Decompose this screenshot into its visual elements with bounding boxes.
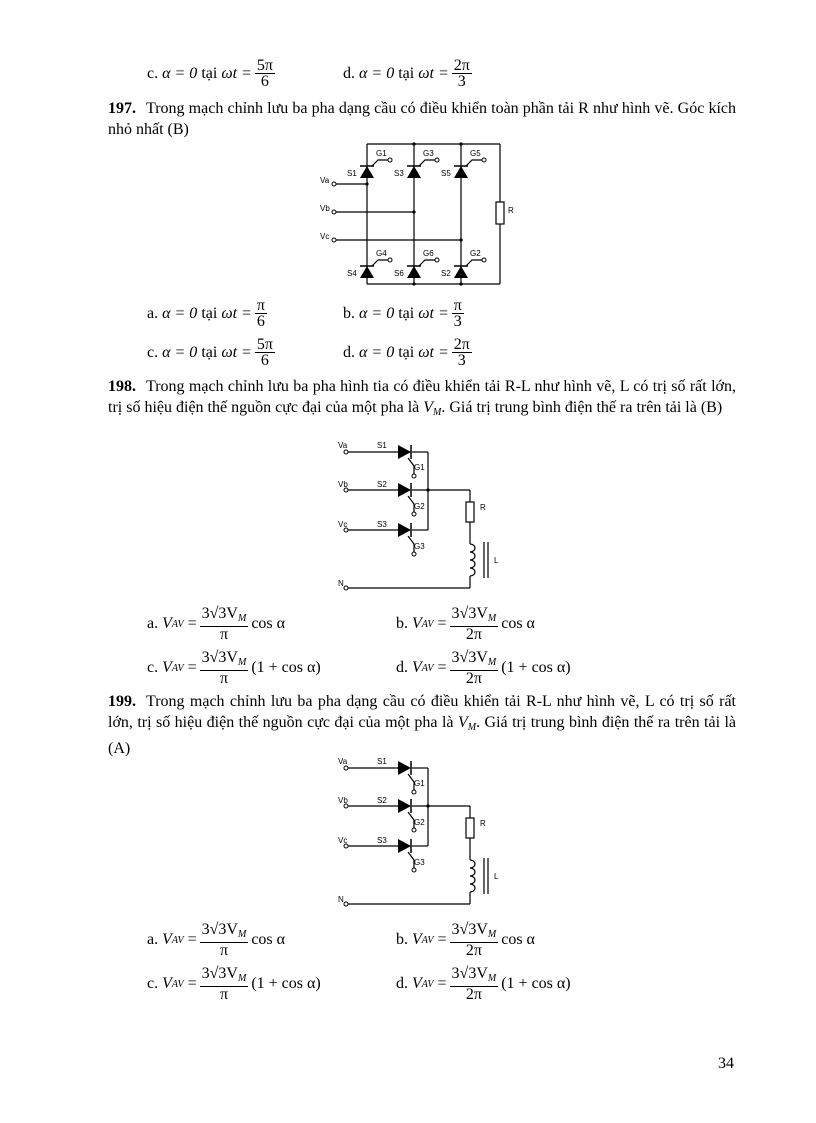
- fraction: [200, 606, 249, 642]
- gate-label-g1: G1: [414, 779, 425, 788]
- gate-label-g1: G1: [414, 463, 425, 472]
- switch-label-s2: S2: [377, 796, 387, 805]
- numerator: [450, 922, 499, 943]
- lhs-sub: AV: [171, 618, 184, 630]
- num-text: 3√3V: [451, 649, 488, 666]
- gate-label-g3: G3: [414, 542, 425, 551]
- word: tại: [398, 64, 415, 82]
- option-label: d.: [396, 975, 408, 992]
- condition: α = 0: [162, 64, 198, 82]
- gate-label-g6: G6: [423, 249, 434, 258]
- option-label: b.: [343, 304, 355, 322]
- num-sub: M: [237, 929, 247, 940]
- num-sub: M: [487, 973, 497, 984]
- condition: α = 0: [359, 343, 395, 361]
- numerator: π: [256, 297, 265, 314]
- gate-label-g5: G5: [470, 149, 481, 158]
- question-198: [108, 376, 736, 423]
- denominator: 3: [457, 352, 466, 369]
- tail: cos α: [251, 931, 286, 948]
- question-text-end: . Giá trị trung bình điện thế ra trên tải là (A): [108, 714, 737, 757]
- denominator: 6: [260, 352, 269, 369]
- lhs: V: [162, 931, 172, 948]
- inductor-label: L: [494, 872, 499, 881]
- num-sub: M: [237, 973, 247, 984]
- lhs-sub: AV: [421, 934, 434, 946]
- bridge-circuit-diagram: [312, 140, 512, 288]
- input-label-n: N: [338, 895, 344, 904]
- input-label-vb: Vb: [320, 204, 330, 213]
- tail: cos α: [501, 931, 535, 948]
- fraction: [200, 922, 249, 958]
- question-text: Trong mạch chỉnh lưu ba pha dạng cầu có điều khiển tải R-L như hình vẽ, L có trị số rất lớn, trị số hiệu điện thế nguồn cực đại của một pha là: [108, 693, 736, 731]
- option-199-c[interactable]: c. V AV = $\frac{3√3V_M}{\pi}$ (1 + cos α): [147, 965, 321, 1003]
- lhs: V: [412, 975, 422, 992]
- word: tại: [398, 343, 415, 361]
- gate-label-g2: G2: [470, 249, 481, 258]
- switch-label-s3: S3: [377, 836, 387, 845]
- vm-symbol: V: [457, 714, 468, 731]
- denominator: 2π: [465, 670, 482, 687]
- denominator: 3: [457, 73, 466, 90]
- option-198-a[interactable]: a. V AV = $\frac{3√3V_M}{\pi}$ cos α: [147, 605, 286, 643]
- vm-subscript: M: [467, 722, 477, 733]
- option-198-b[interactable]: b. V AV = $\frac{3√3V_M}{2\pi}$ cos α: [396, 605, 535, 643]
- condition: α = 0: [359, 304, 395, 322]
- num-text: 3√3V: [201, 605, 238, 622]
- lhs-sub: AV: [171, 662, 184, 674]
- input-label-n: N: [338, 579, 344, 588]
- input-label-vb: Vb: [338, 480, 348, 489]
- switch-label-s2: S2: [441, 269, 451, 278]
- fraction: [200, 966, 249, 1002]
- question-199: [108, 691, 736, 759]
- option-label: c.: [147, 64, 159, 82]
- question-text: Trong mạch chỉnh lưu ba pha hình tia có điều khiển tải R-L như hình vẽ, L có trị số rất lớn, trị số hiệu điện thế nguồn cực đại của một pha là: [108, 378, 736, 416]
- numerator: [200, 966, 249, 987]
- num-text: 3√3V: [201, 965, 238, 982]
- gate-label-g3: G3: [423, 149, 434, 158]
- lhs-sub: AV: [421, 978, 434, 990]
- option-label: d.: [343, 343, 355, 361]
- fraction: [200, 650, 249, 686]
- lhs: V: [412, 659, 422, 676]
- denominator: 2π: [465, 942, 482, 959]
- lhs-sub: AV: [171, 978, 184, 990]
- num-sub: M: [487, 613, 497, 624]
- input-label-vb: Vb: [338, 796, 348, 805]
- gate-label-g3: G3: [414, 858, 425, 867]
- denominator: 2π: [465, 986, 482, 1003]
- variable: ωt =: [418, 304, 449, 322]
- fraction: [450, 922, 499, 958]
- option-197-b[interactable]: [343, 298, 467, 329]
- gate-label-g2: G2: [414, 502, 425, 511]
- resistor-label: R: [480, 819, 486, 828]
- option-label: d.: [343, 64, 355, 82]
- denominator: π: [219, 986, 229, 1003]
- input-label-vc: Vc: [338, 836, 348, 845]
- fraction: [450, 966, 499, 1002]
- option-label: c.: [147, 975, 159, 992]
- option-label: a.: [147, 615, 159, 632]
- numerator: 2π: [453, 336, 470, 353]
- switch-label-s1: S1: [377, 757, 387, 766]
- question-197: [108, 98, 736, 140]
- option-label: d.: [396, 659, 408, 676]
- page-number: 34: [718, 1055, 734, 1072]
- option-label: b.: [396, 931, 408, 948]
- fraction: [450, 606, 499, 642]
- denominator: π: [219, 942, 229, 959]
- question-number: 197.: [108, 100, 136, 117]
- question-number: 198.: [108, 378, 136, 395]
- lhs: V: [162, 615, 172, 632]
- input-label-vc: Vc: [338, 520, 348, 529]
- variable: ωt =: [221, 343, 252, 361]
- fraction: [452, 298, 464, 329]
- switch-label-s4: S4: [347, 269, 357, 278]
- numerator: [450, 606, 499, 627]
- option-d-prev: [343, 58, 475, 89]
- option-label: c.: [147, 659, 159, 676]
- num-sub: M: [237, 657, 247, 668]
- num-text: 3√3V: [201, 649, 238, 666]
- option-label: a.: [147, 931, 159, 948]
- numerator: π: [453, 297, 462, 314]
- word: tại: [201, 343, 218, 361]
- gate-label-g2: G2: [414, 818, 425, 827]
- tail: (1 + cos α): [251, 975, 321, 992]
- option-label: b.: [396, 615, 408, 632]
- lhs: V: [162, 975, 172, 992]
- variable: ωt =: [418, 64, 449, 82]
- fraction: [450, 650, 499, 686]
- lhs: V: [412, 931, 422, 948]
- fraction: [255, 298, 267, 329]
- bridge-rl-circuit-diagram: [330, 752, 510, 912]
- denominator: 6: [260, 73, 269, 90]
- switch-label-s3: S3: [394, 169, 404, 178]
- lhs-sub: AV: [421, 662, 434, 674]
- input-label-va: Va: [320, 176, 330, 185]
- option-197-a[interactable]: [147, 298, 270, 329]
- num-sub: M: [487, 929, 497, 940]
- num-text: 3√3V: [451, 605, 488, 622]
- tail: (1 + cos α): [501, 659, 571, 676]
- option-198-d[interactable]: d. V AV = $\frac{3√3V_M}{2\pi}$ (1 + cos α): [396, 649, 571, 687]
- denominator: 3: [453, 313, 462, 330]
- tail: (1 + cos α): [501, 975, 571, 992]
- numerator: [450, 650, 499, 671]
- condition: α = 0: [162, 343, 198, 361]
- word: tại: [398, 304, 415, 322]
- switch-label-s3: S3: [377, 520, 387, 529]
- resistor-label: R: [508, 206, 514, 215]
- lhs: V: [412, 615, 422, 632]
- option-198-c[interactable]: c. V AV = $\frac{3√3V_M}{\pi}$ (1 + cos α): [147, 649, 321, 687]
- switch-label-s5: S5: [441, 169, 451, 178]
- fraction: [255, 58, 275, 89]
- half-wave-circuit-diagram: [330, 436, 510, 596]
- variable: ωt =: [221, 304, 252, 322]
- option-199-d[interactable]: d. V AV = $\frac{3√3V_M}{2\pi}$ (1 + cos α): [396, 965, 571, 1003]
- gate-label-g4: G4: [376, 249, 387, 258]
- num-text: 3√3V: [201, 921, 238, 938]
- numerator: 5π: [256, 336, 273, 353]
- tail: (1 + cos α): [251, 659, 321, 676]
- switch-label-s1: S1: [347, 169, 357, 178]
- tail: cos α: [501, 615, 535, 632]
- lhs-sub: AV: [171, 934, 184, 946]
- denominator: π: [219, 670, 229, 687]
- gate-label-g1: G1: [376, 149, 387, 158]
- option-label: a.: [147, 304, 159, 322]
- num-sub: M: [237, 613, 247, 624]
- vm-subscript: M: [433, 407, 442, 418]
- variable: ωt =: [221, 64, 252, 82]
- option-197-d[interactable]: [343, 337, 475, 368]
- switch-label-s2: S2: [377, 480, 387, 489]
- condition: α = 0: [359, 64, 395, 82]
- input-label-va: Va: [338, 757, 348, 766]
- input-label-vc: Vc: [320, 232, 330, 241]
- numerator: [450, 966, 499, 987]
- question-text: Trong mạch chỉnh lưu ba pha dạng cầu có điều khiển toàn phần tải R như hình vẽ. Góc kích nhỏ nhất (B): [108, 100, 736, 138]
- option-197-c[interactable]: [147, 337, 278, 368]
- option-label: c.: [147, 343, 159, 361]
- switch-label-s1: S1: [377, 441, 387, 450]
- option-c-prev: [147, 58, 278, 89]
- fraction: [255, 337, 275, 368]
- option-199-a[interactable]: a. V AV = $\frac{3√3V_M}{\pi}$ cos α: [147, 921, 286, 959]
- denominator: 2π: [465, 626, 482, 643]
- variable: ωt =: [418, 343, 449, 361]
- option-199-b[interactable]: b. V AV = $\frac{3√3V_M}{2\pi}$ cos α: [396, 921, 535, 959]
- lhs: V: [162, 659, 172, 676]
- numerator: 2π: [453, 57, 470, 74]
- word: tại: [201, 64, 218, 82]
- resistor-label: R: [480, 503, 486, 512]
- tail: cos α: [251, 615, 286, 632]
- denominator: π: [219, 626, 229, 643]
- vm-symbol: V: [423, 399, 434, 416]
- lhs-sub: AV: [421, 618, 434, 630]
- condition: α = 0: [162, 304, 198, 322]
- fraction: [452, 58, 472, 89]
- denominator: 6: [256, 313, 265, 330]
- question-number: 199.: [108, 693, 136, 710]
- switch-label-s6: S6: [394, 269, 404, 278]
- num-text: 3√3V: [451, 965, 488, 982]
- word: tại: [201, 304, 218, 322]
- numerator: [200, 606, 249, 627]
- numerator: 5π: [256, 57, 273, 74]
- numerator: [200, 922, 249, 943]
- num-sub: M: [487, 657, 497, 668]
- numerator: [200, 650, 249, 671]
- question-text-end: . Giá trị trung bình điện thế ra trên tải là (B): [441, 399, 723, 416]
- inductor-label: L: [494, 556, 499, 565]
- fraction: [452, 337, 472, 368]
- num-text: 3√3V: [451, 921, 488, 938]
- input-label-va: Va: [338, 441, 348, 450]
